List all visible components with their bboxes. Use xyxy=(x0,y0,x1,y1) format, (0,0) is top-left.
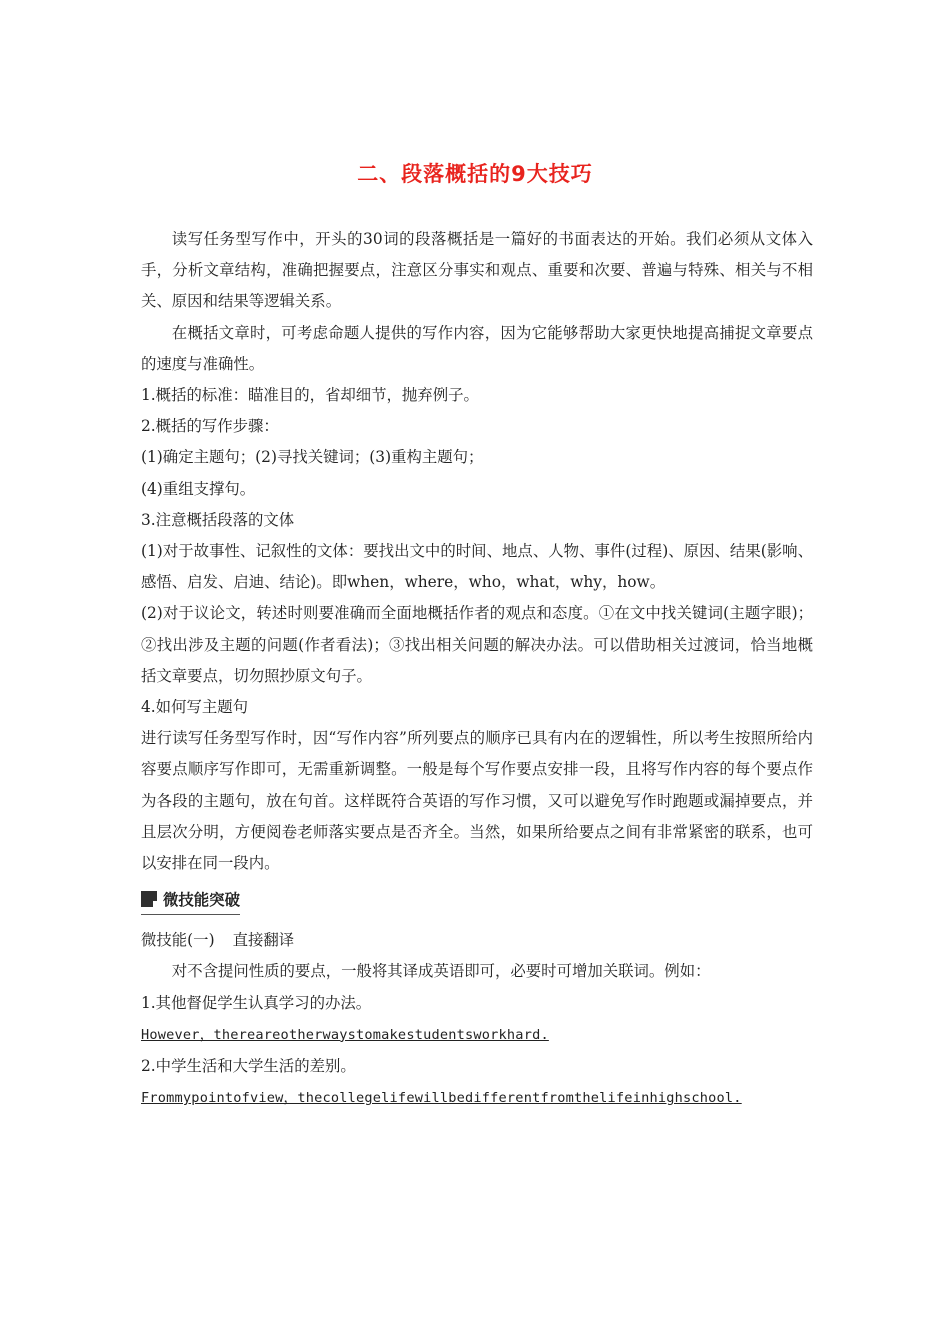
document-body xyxy=(141,224,813,1114)
intro-paragraph-2: 在概括文章时，可考虑命题人提供的写作内容，因为它能够帮助大家更快地提高捕捉文章要点的速度与准确性。 xyxy=(141,323,813,373)
section-marker-icon xyxy=(141,891,159,907)
item-standard: 1.概括的标准：瞄准目的，省却细节，抛弃例子。 xyxy=(141,386,479,405)
item-narrative: (1)对于故事性、记叙性的文体：要找出文中的时间、地点、人物、事件(过程)、原因、结果(影响、感悟、启发、启迪、结论)。即when，where，who，what，why，how。 xyxy=(141,542,813,592)
example-1-chinese: 1.其他督促学生认真学习的办法。 xyxy=(141,993,372,1012)
section-heading xyxy=(141,887,240,915)
example-2-chinese: 2.中学生活和大学生活的差别。 xyxy=(141,1057,356,1076)
section-title: 微技能突破 xyxy=(163,891,240,910)
sub-heading xyxy=(141,925,813,956)
item-steps: 2.概括的写作步骤： xyxy=(141,417,279,436)
page-title: 二、段落概括的9大技巧 xyxy=(357,162,593,186)
example-1-english: However，thereareotherwaystomakestudentsworkhard. xyxy=(141,1026,549,1043)
item-genre: 3.注意概括段落的文体 xyxy=(141,510,295,529)
item-steps-1-3: (1)确定主题句；(2)寻找关键词；(3)重构主题句； xyxy=(141,448,484,467)
item-topic-sentence-body: 进行读写任务型写作时，因“写作内容”所列要点的顺序已具有内在的逻辑性，所以考生按照所给内容要点顺序写作即可，无需重新调整。一般是每个写作要点安排一段，且将写作内容的每个要点作为各段的主题句，放在句首。这样既符合英语的写作习惯，又可以避免写作时跑题或漏掉要点，并且层次分明，方便阅卷老师落实要点是否齐全。当然，如果所给要点之间有非常紧密的联系，也可以安排在同一段内。 xyxy=(141,729,813,873)
intro-paragraph-1: 读写任务型写作中，开头的30词的段落概括是一篇好的书面表达的开始。我们必须从文体入手，分析文章结构，准确把握要点，注意区分事实和观点、重要和次要、普遍与特殊、相关与不相关、原因和结果等逻辑关系。 xyxy=(141,230,813,311)
item-steps-4: (4)重组支撑句。 xyxy=(141,479,256,498)
item-topic-sentence: 4.如何写主题句 xyxy=(141,698,249,717)
sub-heading-title: 直接翻译 xyxy=(232,931,295,950)
example-2-english: Frommypointofview，thecollegelifewillbedifferentfromthelifeinhighschool. xyxy=(141,1090,742,1107)
section-lead: 对不含提问性质的要点，一般将其译成英语即可，必要时可增加关联词。例如： xyxy=(171,962,711,981)
item-argumentative: (2)对于议论文，转述时则要准确而全面地概括作者的观点和态度。①在文中找关键词(主题字眼)；②找出涉及主题的问题(作者看法)；③找出相关问题的解决办法。可以借助相关过渡词，恰当地概括文章要点，切勿照抄原文句子。 xyxy=(141,604,813,685)
sub-heading-label: 微技能(一) xyxy=(141,931,215,950)
